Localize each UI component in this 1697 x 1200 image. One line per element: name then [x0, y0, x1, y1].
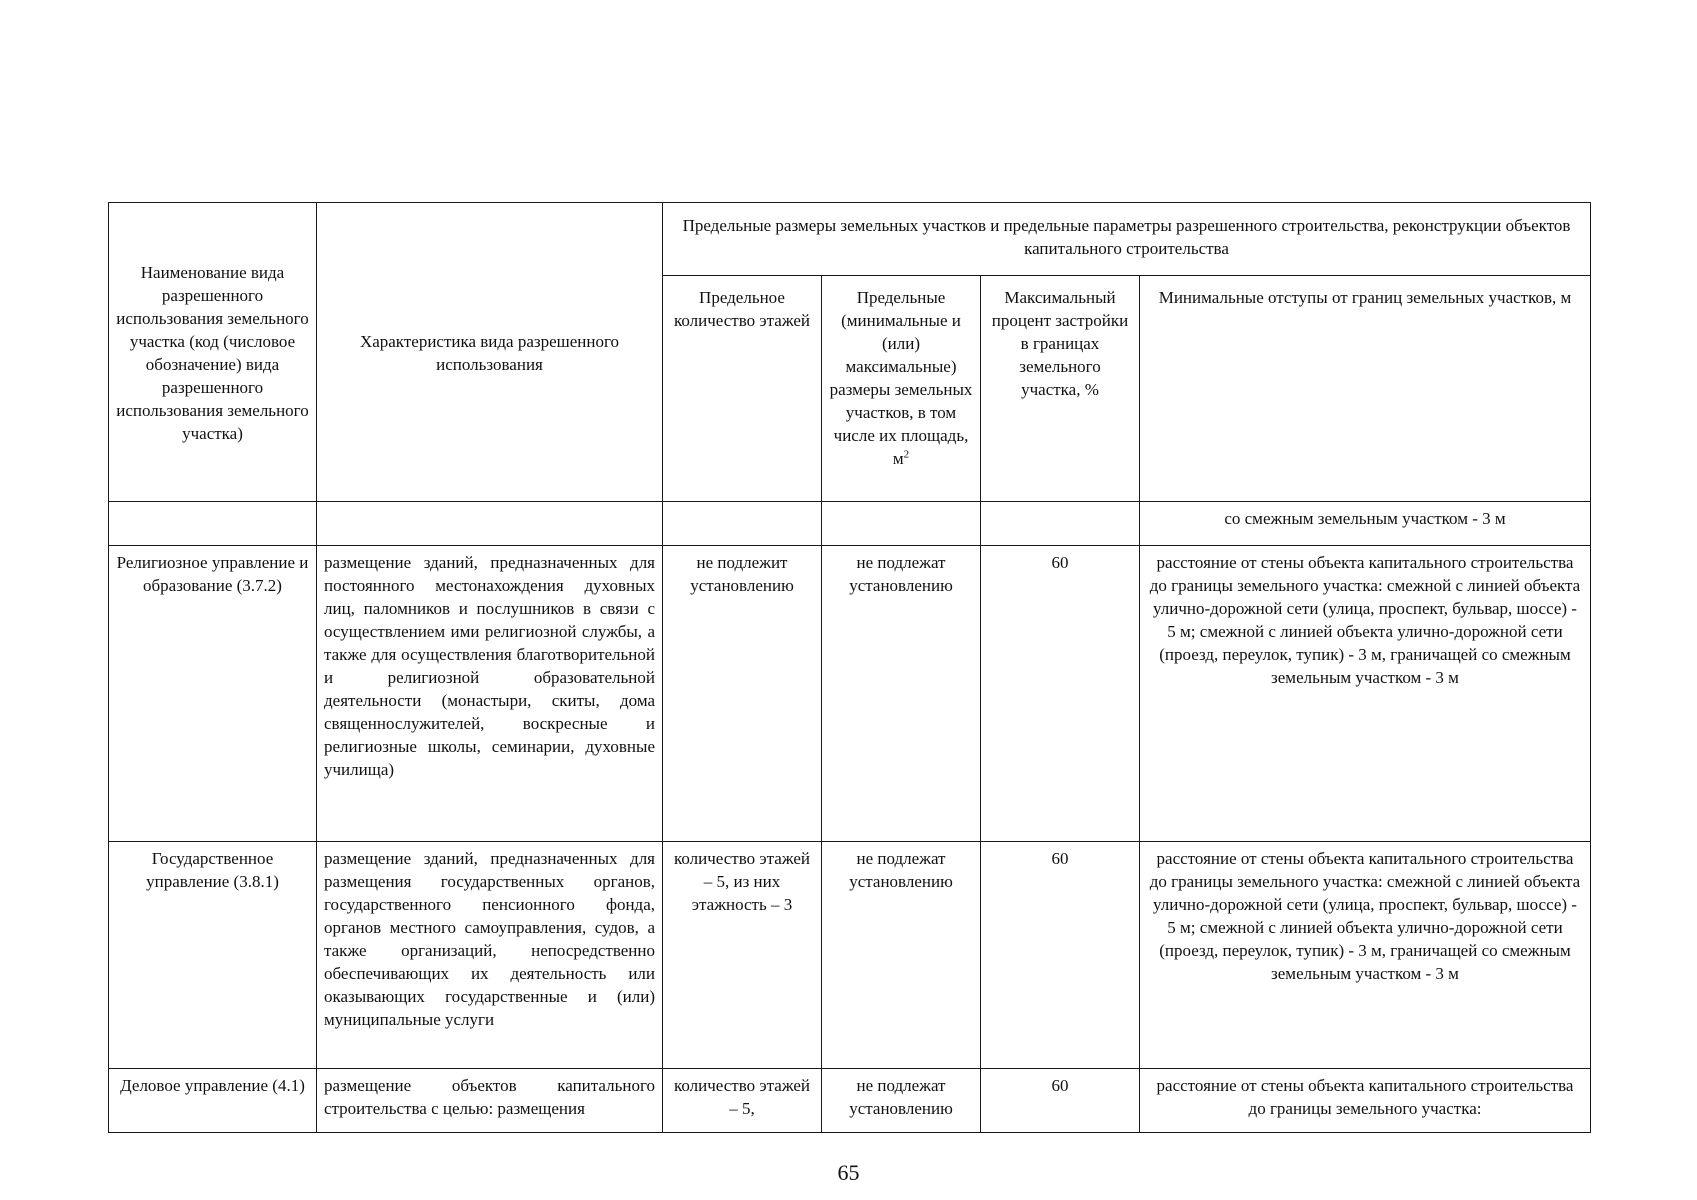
cell-name: Религиозное управление и образование (3.7.2) [109, 546, 317, 842]
cell-floors [663, 502, 822, 546]
cell-name [109, 502, 317, 546]
header-cell-percent: Максимальный процент застройки в границах земельного участка, % [981, 276, 1140, 502]
cell-sizes: не подлежат установлению [822, 1069, 981, 1133]
header-cell-sizes-superscript: 2 [903, 448, 910, 461]
cell-setbacks: со смежным земельным участком - 3 м [1140, 502, 1591, 546]
cell-characteristic [317, 502, 663, 546]
header-cell-floors: Предельное количество этажей [663, 276, 822, 502]
cell-sizes [822, 502, 981, 546]
cell-name: Государственное управление (3.8.1) [109, 842, 317, 1069]
cell-sizes: не подлежат установлению [822, 842, 981, 1069]
cell-percent [981, 502, 1140, 546]
cell-characteristic: размещение зданий, предназначенных для размещения государственных органов, государственного пенсионного фонда, органов местного самоуправления, судов, а также организаций, непосредственно обеспечивающих их деятельность или оказывающих государственные и (или) муниципальные услуги [317, 842, 663, 1069]
cell-sizes: не подлежат установлению [822, 546, 981, 842]
cell-setbacks: расстояние от стены объекта капитального строительства до границы земельного участка: [1140, 1069, 1591, 1133]
table-row-continuation [109, 502, 1591, 546]
table-row [109, 842, 1591, 1069]
cell-percent: 60 [981, 546, 1140, 842]
cell-percent: 60 [981, 842, 1140, 1069]
table-row [109, 1069, 1591, 1133]
cell-floors: количество этажей – 5, из них этажность – 3 [663, 842, 822, 1069]
land-use-table [108, 202, 1591, 1133]
header-cell-setbacks: Минимальные отступы от границ земельных участков, м [1140, 276, 1591, 502]
cell-percent: 60 [981, 1069, 1140, 1133]
header-cell-limits-group: Предельные размеры земельных участков и предельные параметры разрешенного строительства, реконструкции объектов капитального строительства [663, 203, 1591, 276]
header-cell-sizes-text: Предельные (минимальные и (или) максимальные) размеры земельных участков, в том числе их площадь, м [829, 288, 973, 468]
cell-floors: количество этажей – 5, [663, 1069, 822, 1133]
cell-name: Деловое управление (4.1) [109, 1069, 317, 1133]
cell-floors: не подлежит установлению [663, 546, 822, 842]
cell-characteristic: размещение зданий, предназначенных для постоянного местонахождения духовных лиц, паломников и послушников в связи с осуществлением ими религиозной службы, а также для осуществления благотворительной и религиозной образовательной деятельности (монастыри, скиты, дома священнослужителей, воскресные и религиозные школы, семинарии, духовные училища) [317, 546, 663, 842]
table-row [109, 546, 1591, 842]
table-header-row [109, 203, 1591, 276]
page-number: 65 [837, 1160, 860, 1185]
cell-setbacks: расстояние от стены объекта капитального строительства до границы земельного участка: смежной с линией объекта улично-дорожной сети (улица, проспект, бульвар, шоссе) - 5 м; смежной с линией объекта улично-дорожной сети (проезд, переулок, тупик) - 3 м, граничащей со смежным земельным участком - 3 м [1140, 842, 1591, 1069]
cell-setbacks: расстояние от стены объекта капитального строительства до границы земельного участка: смежной с линией объекта улично-дорожной сети (улица, проспект, бульвар, шоссе) - 5 м; смежной с линией объекта улично-дорожной сети (проезд, переулок, тупик) - 3 м, граничащей со смежным земельным участком - 3 м [1140, 546, 1591, 842]
header-cell-sizes [822, 276, 981, 502]
cell-characteristic: размещение объектов капитального строительства с целью: размещения [317, 1069, 663, 1133]
header-cell-name: Наименование вида разрешенного использования земельного участка (код (числовое обозначение) вида разрешенного использования земельного участка) [109, 203, 317, 502]
header-cell-characteristic: Характеристика вида разрешенного использования [317, 203, 663, 502]
